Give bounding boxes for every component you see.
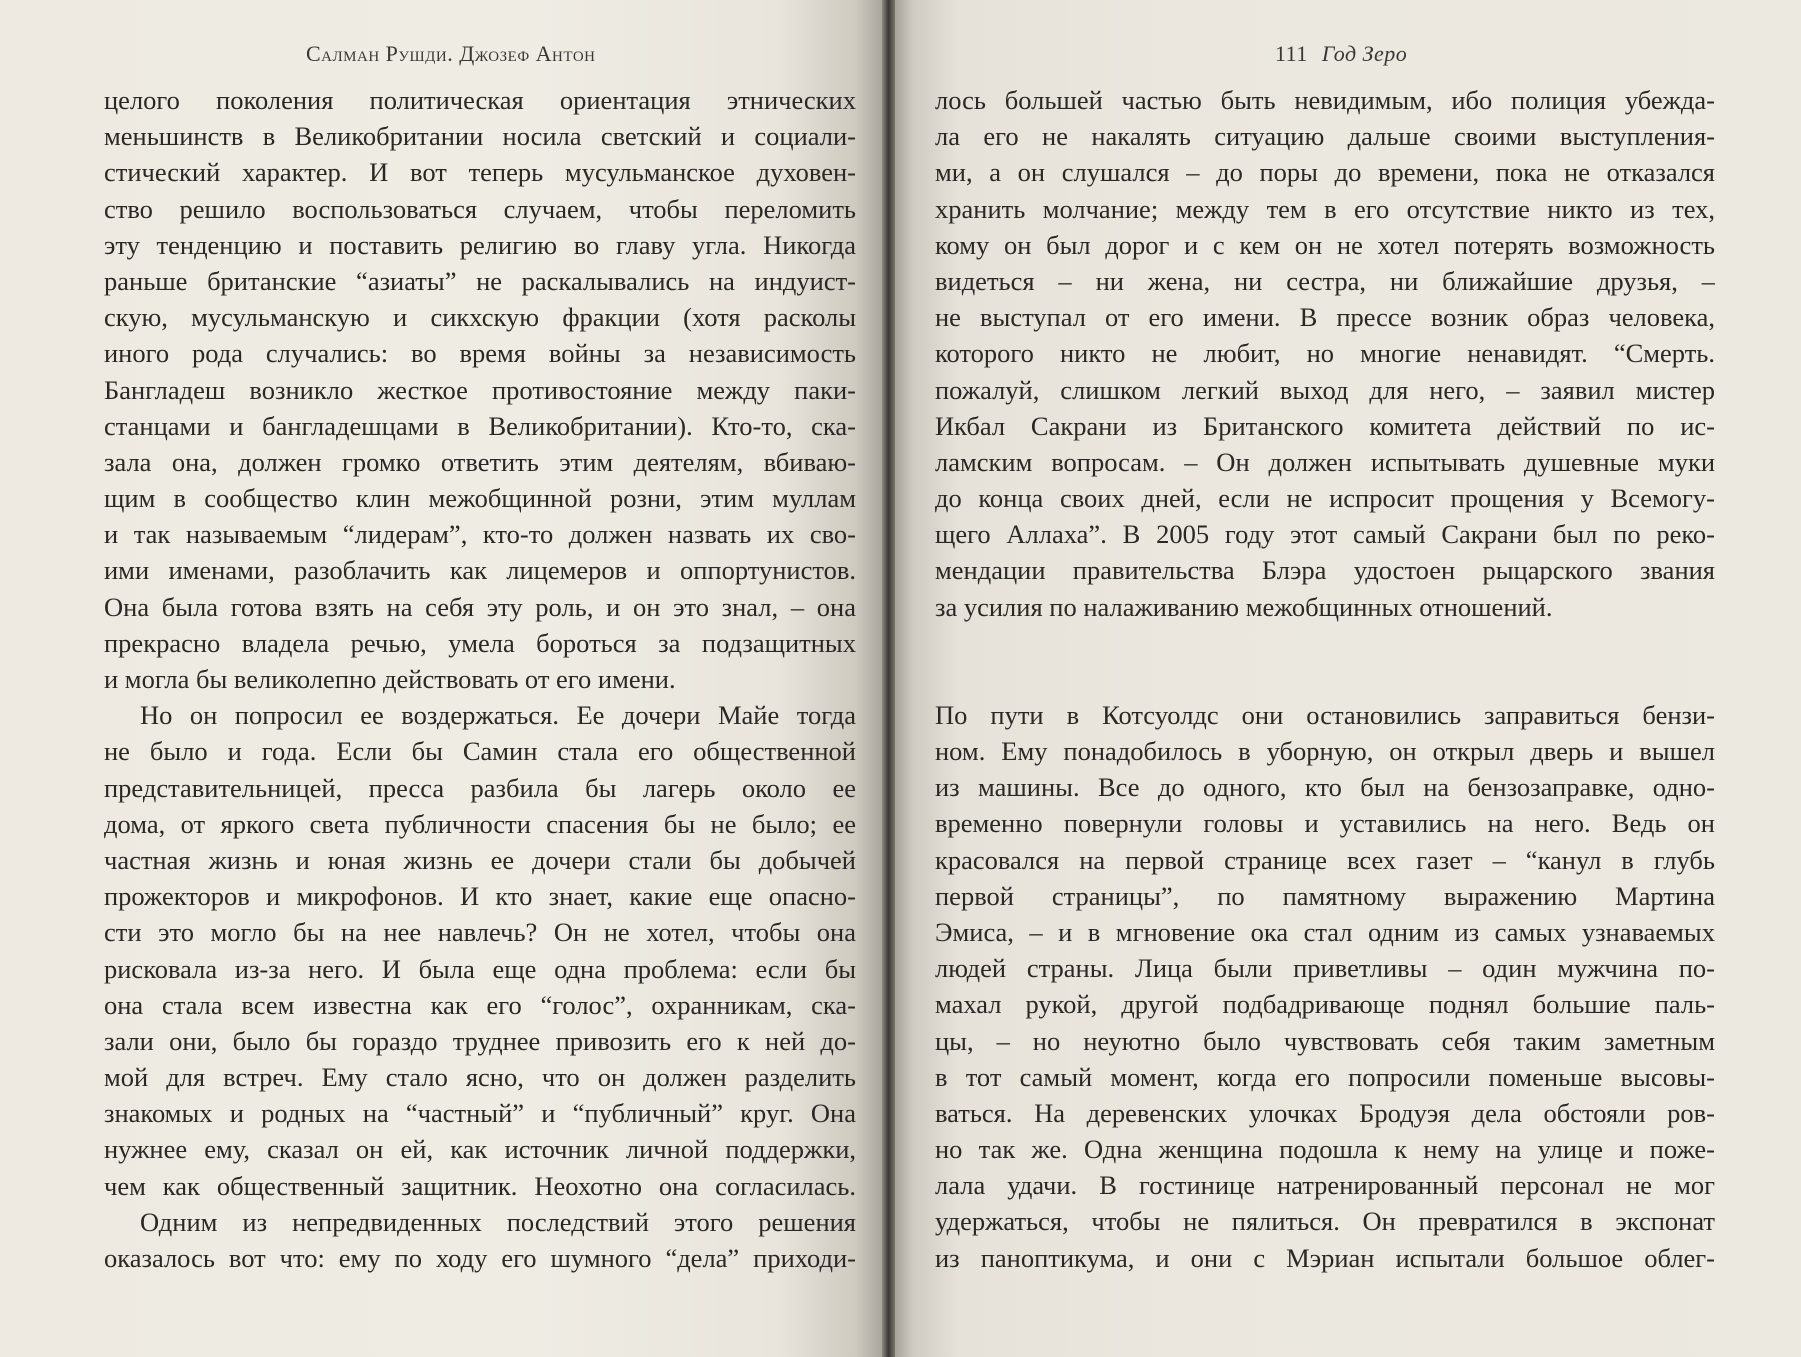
text-line: оказалось вот что: ему по ходу его шумного “дела” приходи- <box>104 1243 856 1273</box>
text-line: сти это могло бы на нее навлечь? Он не хотел, чтобы она <box>104 917 856 948</box>
text-line: ном. Ему понадобилось в уборную, он открыл дверь и вышел <box>935 736 1715 766</box>
text-line: первой страницы”, по памятному выражению Мартина <box>935 880 1715 911</box>
text-line: до конца своих дней, если не испросит прощения у Всемогу- <box>935 483 1715 514</box>
text-line: прожекторов и микрофонов. И кто знает, какие еще опасно- <box>104 881 856 912</box>
left-page <box>0 0 882 1357</box>
book-gutter <box>882 0 895 1357</box>
text-line: кому он был дорог и с кем он не хотел потерять возможность <box>935 229 1715 260</box>
text-line: мой для встреч. Ему стало ясно, что он должен разделить <box>104 1062 856 1093</box>
text-line: Эмиса, – и в мгновение ока стал одним из самых узнаваемых <box>935 916 1715 947</box>
section-break <box>935 625 1801 697</box>
text-line: дома, от яркого света публичности спасения бы не было; ее <box>104 808 856 839</box>
text-line: временно повернули головы и уставились на него. Ведь он <box>935 808 1715 839</box>
text-line: за усилия по налаживанию межобщинных отношений. <box>935 591 1553 622</box>
text-line: она стала всем известна как его “голос”, охранникам, ска- <box>104 989 856 1020</box>
text-line: прекрасно владела речью, умела бороться за подзащитных <box>104 627 856 658</box>
text-line: станцами и бангладешцами в Великобритании). Кто-то, ска- <box>104 410 856 441</box>
text-line: раньше британские “азиаты” не раскалывались на индуист- <box>104 265 856 296</box>
text-line: щего Аллаха”. В 2005 году этот самый Сакрани был по реко- <box>935 519 1715 550</box>
text-line: ламским вопросам. – Он должен испытывать душевные муки <box>935 446 1715 477</box>
text-line: цы, – но неуютно было чувствовать себя таким заметным <box>935 1025 1715 1056</box>
text-line: ми, а он слушался – до поры до времени, пока не отказался <box>935 157 1715 188</box>
text-line: зала она, должен громко ответить этим деятелям, вбиваю- <box>104 446 856 477</box>
text-line: Икбал Сакрани из Британского комитета действий по ис- <box>935 410 1715 441</box>
text-line: не было и года. Если бы Самин стала его общественной <box>104 736 856 767</box>
text-line: видеться – ни жена, ни сестра, ни ближайшие друзья, – <box>935 265 1715 296</box>
text-line: эту тенденцию и поставить религию во главу угла. Никогда <box>104 229 856 260</box>
text-line: меньшинств в Великобритании носила светский и социали- <box>104 121 856 152</box>
text-line: Она была готова взять на себя эту роль, и он это знал, – она <box>104 591 856 622</box>
text-line: ла его не накалять ситуацию дальше своими выступления- <box>935 121 1715 152</box>
section-title: Год Зеро <box>1321 41 1408 66</box>
text-line: ство решило воспользоваться случаем, чтобы переломить <box>104 193 856 224</box>
text-line: Но он попросил ее воздержаться. Ее дочери Майе тогда <box>140 700 856 731</box>
text-line: стический характер. И вот теперь мусульманское духовен- <box>104 157 856 188</box>
text-line: чем как общественный защитник. Неохотно она согласилась. <box>104 1170 856 1201</box>
right-text-block-2 <box>935 697 1801 1276</box>
text-line: хранить молчание; между тем в его отсутствие никто из тех, <box>935 193 1715 224</box>
text-line: и так называемым “лидерам”, кто-то должен назвать их сво- <box>104 519 856 550</box>
text-line: из машины. Все до одного, кто был на бензозаправке, одно- <box>935 772 1715 803</box>
page-number: 111 <box>1275 41 1308 66</box>
text-line: Одним из непредвиденных последствий этого решения <box>140 1206 856 1237</box>
text-line: целого поколения политическая ориентация этнических <box>104 85 856 115</box>
text-line: мендации правительства Блэра удостоен рыцарского звания <box>935 555 1715 586</box>
text-line: людей страны. Лица были приветливы – один мужчина по- <box>935 953 1715 984</box>
text-line: частная жизнь и юная жизнь ее дочери стали бы добычей <box>104 844 856 875</box>
text-line: ваться. На деревенских улочках Бродуэя дела обстояли ров- <box>935 1097 1715 1128</box>
text-line: пожалуй, слишком легкий выход для него, – заявил мистер <box>935 374 1715 405</box>
text-line: не выступал от его имени. В прессе возник образ человека, <box>935 302 1715 333</box>
text-line: в тот самый момент, когда его попросили поменьше высовы- <box>935 1061 1715 1092</box>
left-page-text <box>104 82 856 1276</box>
text-line: ими именами, разоблачить как лицемеров и оппортунистов. <box>104 555 856 586</box>
right-page <box>895 0 1801 1357</box>
text-line: По пути в Котсуолдс они остановились заправиться бензи- <box>935 699 1715 730</box>
text-line: представительницей, пресса разбила бы лагерь около ее <box>104 772 856 803</box>
text-line: из паноптикума, и они с Мэриан испытали большое облег- <box>935 1242 1715 1273</box>
text-line: зали они, было бы гораздо труднее привозить его к ней до- <box>104 1025 856 1056</box>
left-running-head: Салман Рушди. Джозеф Антон <box>306 41 596 66</box>
text-line: иного рода случались: во время войны за независимость <box>104 338 856 369</box>
text-line: лала удачи. В гостинице натренированный персонал не мог <box>935 1170 1715 1201</box>
text-line: махал рукой, другой подбадривающе поднял большие паль- <box>935 989 1715 1020</box>
right-text-block-1 <box>935 82 1801 625</box>
text-line: щим в сообщество клин межобщинной розни, этим муллам <box>104 483 856 514</box>
text-line: лось большей частью быть невидимым, ибо полиция убежда- <box>935 85 1715 115</box>
text-line: рисковала из-за него. И была еще одна проблема: если бы <box>104 953 856 984</box>
right-running-head <box>935 34 1801 82</box>
text-line: нужнее ему, сказал он ей, как источник личной поддержки, <box>104 1134 856 1165</box>
text-line: знакомых и родных на “частный” и “публичный” круг. Она <box>104 1098 856 1129</box>
text-line: скую, мусульманскую и сикхскую фракции (хотя расколы <box>104 302 856 333</box>
text-line: но так же. Одна женщина подошла к нему на улице и поже- <box>935 1134 1715 1165</box>
text-line: которого никто не любит, но многие ненавидят. “Смерть. <box>935 338 1715 369</box>
text-line: удержаться, чтобы не пялиться. Он превратился в экспонат <box>935 1206 1715 1237</box>
text-line: Бангладеш возникло жесткое противостояние между паки- <box>104 374 856 405</box>
text-line: и могла бы великолепно действовать от его имени. <box>104 664 676 694</box>
text-line: красовался на первой странице всех газет – “канул в глубь <box>935 844 1715 875</box>
